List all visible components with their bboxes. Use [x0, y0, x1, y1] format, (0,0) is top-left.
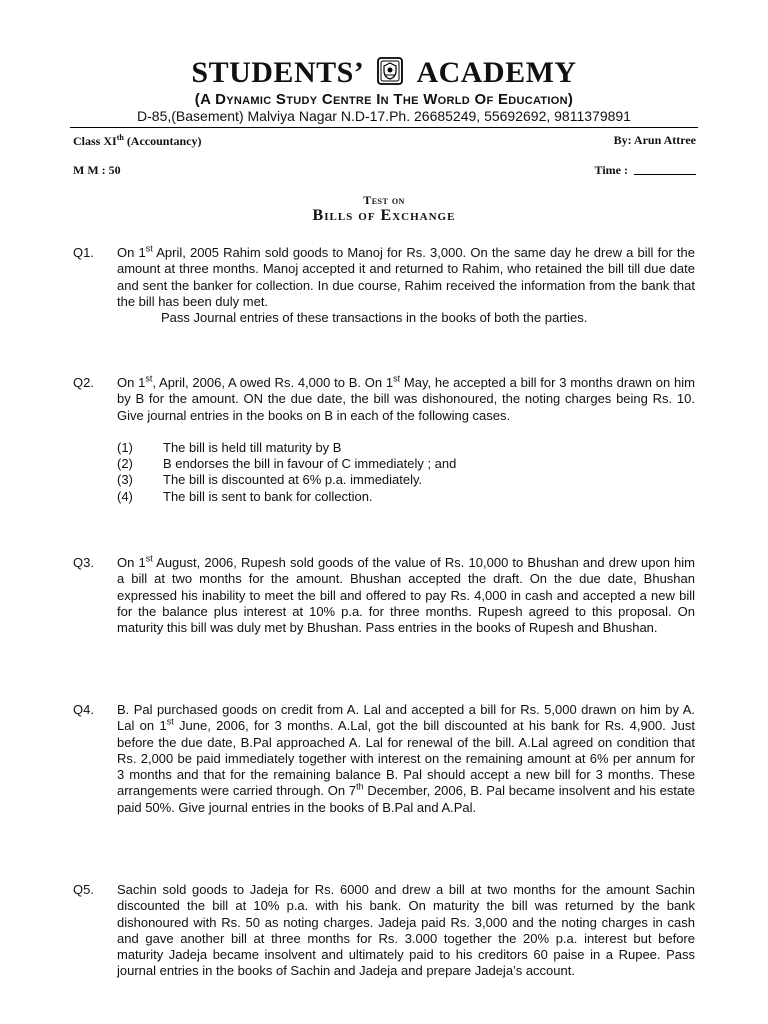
author-line: By: Arun Attree [613, 133, 696, 147]
header-divider [70, 127, 698, 128]
list-item: (2) B endorses the bill in favour of C immediately ; and [117, 456, 457, 472]
address-line: D-85,(Basement) Malviya Nagar N.D-17.Ph. 26685249, 55692692, 9811379891 [137, 108, 631, 124]
max-marks: M M : 50 [73, 163, 121, 177]
question-4 [117, 702, 695, 816]
question-1-body: On 1st April, 2005 Rahim sold goods to Manoj for Rs. 3,000. On the same day he drew a bill for the amount at three months. Manoj accepted it and returned to Rahim, who retained the bill till due date and sent the banker for collection. In due course, Rahim received the information from the bank that the bill has been duly met. [117, 243, 696, 309]
case-list [117, 440, 695, 505]
question-3 [117, 555, 695, 636]
list-item: (4) The bill is sent to bank for collection. [117, 488, 373, 504]
question-5-body: Sachin sold goods to Jadeja for Rs. 6000 and drew a bill at two months for the amount Sachin discounted the bill at 10% p.a. with his bank. On maturity the bill was returned by the bank dishonoured with Rs. 50 as noting charges. Jadeja paid Rs. 3,000 and the noting charges in cash and gave another bill at three months for Rs. 3.000 together the 20% p.a. interest but before maturity Jadeja became insolvent and ultimately paid to his creditors 60 paise in a Rupee. Pass journal entries in the books of Sachin and Jadeja and prepare Jadeja’s account. [117, 882, 695, 979]
question-number: Q1. [73, 245, 94, 260]
title-left: STUDENTS’ [191, 56, 363, 89]
test-on-label: Test on [363, 193, 405, 207]
academy-emblem-icon [376, 56, 404, 86]
test-title: Bills of Exchange [312, 207, 456, 224]
question-2-body: On 1st, April, 2006, A owed Rs. 4,000 to B. On 1st May, he accepted a bill for 3 months drawn on him by B for the amount. ON the due date, the bill was dishonoured, the noting charges being Rs. 10. Give journal entries in the books on B in each of the following cases. [117, 373, 695, 423]
question-number: Q3. [73, 555, 94, 570]
question-number: Q4. [73, 702, 94, 717]
title-right: ACADEMY [416, 56, 577, 89]
question-4-body: B. Pal purchased goods on credit from A. Lal and accepted a bill for Rs. 5,000 drawn on him by A. Lal on 1st June, 2006, for 3 months. A.Lal, got the bill discounted at his bank for Rs. 4,900. Just before the due date, B.Pal approached A. Lal for renewal of the bill. A.Lal agreed on condition that Rs. 2,000 be paid immediately together with interest on the remaining amount at 6% per annum for 3 months and that for the remaining balance B. Pal should accept a new bill for 3 months. These arrangements were carried through. On 7th December, 2006, B. Pal became insolvent and his estate paid 50%. Give journal entries in the books of B.Pal and A.Pal. [117, 702, 695, 815]
question-1 [117, 245, 695, 326]
question-number: Q2. [73, 375, 94, 390]
question-3-body: On 1st August, 2006, Rupesh sold goods of the value of Rs. 10,000 to Bhushan and drew upon him a bill at two months for the amount. Bhushan accepted the draft. On the due date, Bhushan expressed his inability to meet the bill and offered to pay Rs. 4,000 in cash and accepted a new bill for the balance plus interest at 10% p.a. for three months. Rupesh agreed to this proposal. On maturity this bill was duly met by Bhushan. Pass entries in the books of Rupesh and Bhushan. [117, 553, 696, 636]
class-info: Class XIth (Accountancy) [73, 133, 202, 148]
list-item: (3) The bill is discounted at 6% p.a. immediately. [117, 472, 423, 488]
question-5 [117, 882, 695, 980]
question-1-instruction: Pass Journal entries of these transactions in the books of both the parties. [161, 310, 588, 326]
list-item: (1) The bill is held till maturity by B [117, 439, 342, 455]
question-2 [117, 375, 695, 505]
tagline: (A Dynamic Study Centre In The World Of Education) [194, 91, 574, 108]
time-blank [634, 164, 696, 175]
question-number: Q5. [73, 882, 94, 897]
institute-title [0, 56, 768, 90]
time-field: Time : [595, 163, 696, 178]
